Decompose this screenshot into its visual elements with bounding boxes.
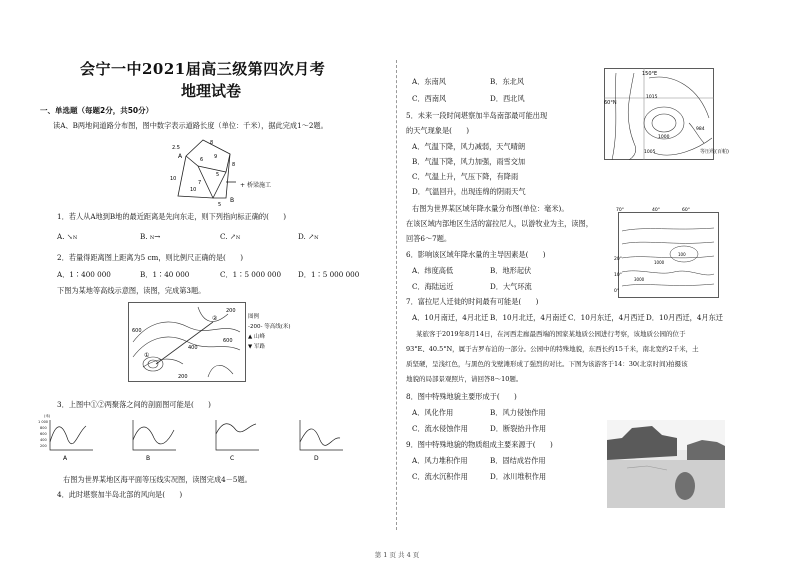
settlement-1: ① xyxy=(144,352,150,359)
q6-option-b[interactable]: B．地形起伏 xyxy=(490,266,532,275)
isobar-label-1000: 1000 xyxy=(658,135,670,140)
q2-option-b[interactable]: B．1∶40 000 xyxy=(140,270,190,279)
page-footer: 第 1 页 共 4 页 xyxy=(374,551,420,559)
map-label-8: 8 xyxy=(210,140,214,146)
q5-option-a[interactable]: A．气温下降，风力减弱，天气晴朗 xyxy=(412,142,526,151)
tick-a-400: 400 xyxy=(40,438,47,442)
q5-stem-cont: 的天气现象是( ) xyxy=(406,126,470,135)
isobar-label-1015: 1015 xyxy=(646,95,658,100)
peak-icon: ▲ xyxy=(248,334,253,340)
profile-option-d: D xyxy=(314,455,319,462)
q7-option-a[interactable]: A．10月南迁，4月北迁 xyxy=(412,313,489,322)
q1-stem: 1．若人从A地到B地的最近距离是先向东走，则下列指向标正确的( ) xyxy=(57,212,287,221)
q810-intro-3: 质坚硬，呈浅红色，与黑色的戈壁滩形成了强烈的对比。下图为该游客于14：30(北京时间)拍摄该 xyxy=(406,360,688,368)
arrow-icon: ↘ xyxy=(66,232,73,241)
isobar-map-figure xyxy=(604,68,714,160)
contour-map-figure xyxy=(128,302,246,382)
map-label-10b: 10 xyxy=(190,187,197,193)
isobar-label-150e: 150°E xyxy=(642,71,658,77)
precip-label-100: 100 xyxy=(678,252,686,257)
precip-label-20: 20° xyxy=(614,257,622,262)
legend-peak: ▲ 山峰 xyxy=(248,334,265,340)
tick-a-200: 200 xyxy=(40,444,47,448)
profile-option-b: B xyxy=(146,455,151,462)
profile-unit: (米) xyxy=(44,414,51,418)
q9-option-c[interactable]: C．流水沉积作用 xyxy=(412,472,468,481)
contour-legend xyxy=(248,312,291,352)
exam-title: 会宁一中2021届高三级第四次月考 xyxy=(80,60,326,78)
precip-label-60: 60° xyxy=(682,208,690,213)
isobar-label-1005: 1005 xyxy=(644,150,656,155)
isobar-legend: 等压线(百帕) xyxy=(700,149,729,155)
q1-option-b[interactable]: B. N→ xyxy=(140,232,161,241)
q7-option-c[interactable]: C．10月东迁，4月西迁 xyxy=(568,313,645,322)
q810-intro-2: 93°E、40.5°N，属于古罗布泊的一部分。公园中的特殊地貌，东西长约15千米，南北宽约2千米，土 xyxy=(406,345,699,353)
column-divider xyxy=(396,60,397,530)
q2-stem: 2．若量得距离图上距离为5 cm，则比例尺正确的是( ) xyxy=(57,253,244,262)
q810-intro-4: 地貌的局部景观照片，请回答8～10题。 xyxy=(406,375,523,383)
q1-option-d[interactable]: D. ↗N xyxy=(298,232,319,241)
precip-label-40: 40° xyxy=(652,208,660,213)
q8-option-a[interactable]: A．风化作用 xyxy=(412,408,454,417)
section-intro: 读A、B两地间道路分布图，图中数字表示道路长度（单位：千米），据此完成1～2题。 xyxy=(53,121,328,130)
section-heading: 一、单选题（每题2分，共50分） xyxy=(40,106,154,115)
q9-stem: 9．图中特殊地貌的物质组成主要来源于( ) xyxy=(406,440,553,449)
q8-stem: 8．图中特殊地貌主要形成于( ) xyxy=(406,392,517,401)
q4-option-c[interactable]: C．西南风 xyxy=(412,94,447,103)
profile-option-c: C xyxy=(230,455,235,462)
q4-option-b[interactable]: B．东北风 xyxy=(490,77,525,86)
arrow-icon: → xyxy=(154,232,161,241)
precip-label-1000: 1000 xyxy=(654,260,665,265)
q9-option-a[interactable]: A．风力堆积作用 xyxy=(412,456,468,465)
q8-option-b[interactable]: B．风力侵蚀作用 xyxy=(490,408,546,417)
q2-option-c[interactable]: C．1∶5 000 000 xyxy=(220,270,282,279)
settlement-2: ② xyxy=(212,315,218,322)
q9-option-d[interactable]: D．冰川堆积作用 xyxy=(490,472,547,481)
q67-intro-1: 右图为世界某区域年降水量分布图(单位：毫米)。 xyxy=(412,204,569,213)
q6-option-a[interactable]: A．纬度高低 xyxy=(412,266,454,275)
q3-stem: 3．上图中①②两聚落之间的剖面图可能是( ) xyxy=(57,400,211,409)
map-label-5b: 5 xyxy=(216,172,220,178)
q6-option-d[interactable]: D．大气环流 xyxy=(490,282,532,291)
map-label-8b: 8 xyxy=(232,162,236,168)
map-label-10: 10 xyxy=(170,176,177,182)
map-label-25: 2.5 xyxy=(172,145,180,151)
precip-label-10: 10° xyxy=(614,273,622,278)
q45-intro: 右图为世界某地区海平面等压线实况图，读图完成4－5题。 xyxy=(63,475,252,484)
landform-photo xyxy=(607,420,725,508)
subject-title: 地理试卷 xyxy=(181,82,242,100)
q1-option-c[interactable]: C. ↗N xyxy=(220,232,241,241)
q7-option-b[interactable]: B．10月北迁，4月南迁 xyxy=(490,313,567,322)
q5-option-d[interactable]: D．气温回升，出现连绵的阴雨天气 xyxy=(412,187,526,196)
q1-option-a[interactable]: A. ↘N xyxy=(57,232,78,241)
q4-option-a[interactable]: A．东南风 xyxy=(412,77,446,86)
q6-stem: 6．影响该区域年降水量的主导因素是( ) xyxy=(406,250,546,259)
precip-label-0: 0° xyxy=(614,289,620,294)
q2-option-a[interactable]: A．1∶400 000 xyxy=(57,270,111,279)
map-label-6: 6 xyxy=(200,157,204,163)
map-label-a: A xyxy=(178,153,183,160)
q4-option-d[interactable]: D．西北风 xyxy=(490,94,525,103)
q810-intro-1: 某旅客于2019年8月14日，在河西走廊最西端的国家某地质公园进行考察，该地质公园的位于 xyxy=(416,330,686,338)
q9-option-b[interactable]: B．固结成岩作用 xyxy=(490,456,546,465)
q5-stem: 5．未来一段时间堪察加半岛南部最可能出现 xyxy=(406,111,548,120)
map-label-5: 5 xyxy=(218,202,222,208)
cross-icon: + xyxy=(240,182,246,189)
map-label-9: 9 xyxy=(214,154,218,160)
tick-a-600: 600 xyxy=(40,432,47,436)
arrow-icon: ↗ xyxy=(308,232,315,241)
road-map-figure xyxy=(168,136,268,208)
contour-label-400: 400 xyxy=(188,345,198,351)
q6-option-c[interactable]: C．海陆远近 xyxy=(412,282,454,291)
q8-option-c[interactable]: C．流水侵蚀作用 xyxy=(412,424,468,433)
settlement-icon: ▼ xyxy=(248,344,253,350)
precip-label-70: 70° xyxy=(616,208,624,213)
contour-label-200: 200 xyxy=(226,308,236,314)
q5-option-b[interactable]: B．气温下降，风力加强，雨雪交加 xyxy=(412,157,526,166)
precipitation-map-figure xyxy=(614,206,719,298)
legend-contour: -200- 等高线(米) xyxy=(248,324,291,330)
q5-option-c[interactable]: C．气温上升，气压下降，有降雨 xyxy=(412,172,519,181)
q2-option-d[interactable]: D．1∶5 000 000 xyxy=(298,270,360,279)
legend-settlement: ▼ 军路 xyxy=(248,344,265,350)
isobar-label-984: 984 xyxy=(696,127,705,132)
contour-label-200b: 200 xyxy=(178,374,188,380)
profile-option-a: A xyxy=(63,455,68,462)
q4-stem: 4．此时堪察加半岛北部的风向是( ) xyxy=(57,490,183,499)
q67-intro-2: 在该区域内部地区生活的富拉尼人，以游牧业为主，读图， xyxy=(406,219,593,228)
contour-label-600b: 600 xyxy=(223,338,233,344)
arrow-icon: ↗ xyxy=(229,232,236,241)
q7-option-d[interactable]: D．10月西迁，4月东迁 xyxy=(646,313,723,322)
tick-a-800: 800 xyxy=(40,426,47,430)
map-label-7: 7 xyxy=(198,180,202,186)
q3-intro: 下图为某地等高线示意图，读图，完成第3题。 xyxy=(57,286,206,295)
q8-option-d[interactable]: D．断裂抬升作用 xyxy=(490,424,547,433)
tick-a-1000: 1 000 xyxy=(38,420,49,424)
q7-stem: 7．富拉尼人迁徙的时间最有可能是( ) xyxy=(406,297,539,306)
precip-label-3000: 3000 xyxy=(634,277,645,282)
legend-title: 图例 xyxy=(248,314,260,320)
q67-intro-3: 回答6～7题。 xyxy=(406,234,452,243)
isobar-label-60n: 60°N xyxy=(604,100,617,106)
profile-options-figure xyxy=(38,412,378,462)
contour-label-600: 600 xyxy=(132,328,142,334)
map-label-b: B xyxy=(230,197,235,204)
map-legend-bridge: + 桥梁施工 xyxy=(240,182,271,189)
